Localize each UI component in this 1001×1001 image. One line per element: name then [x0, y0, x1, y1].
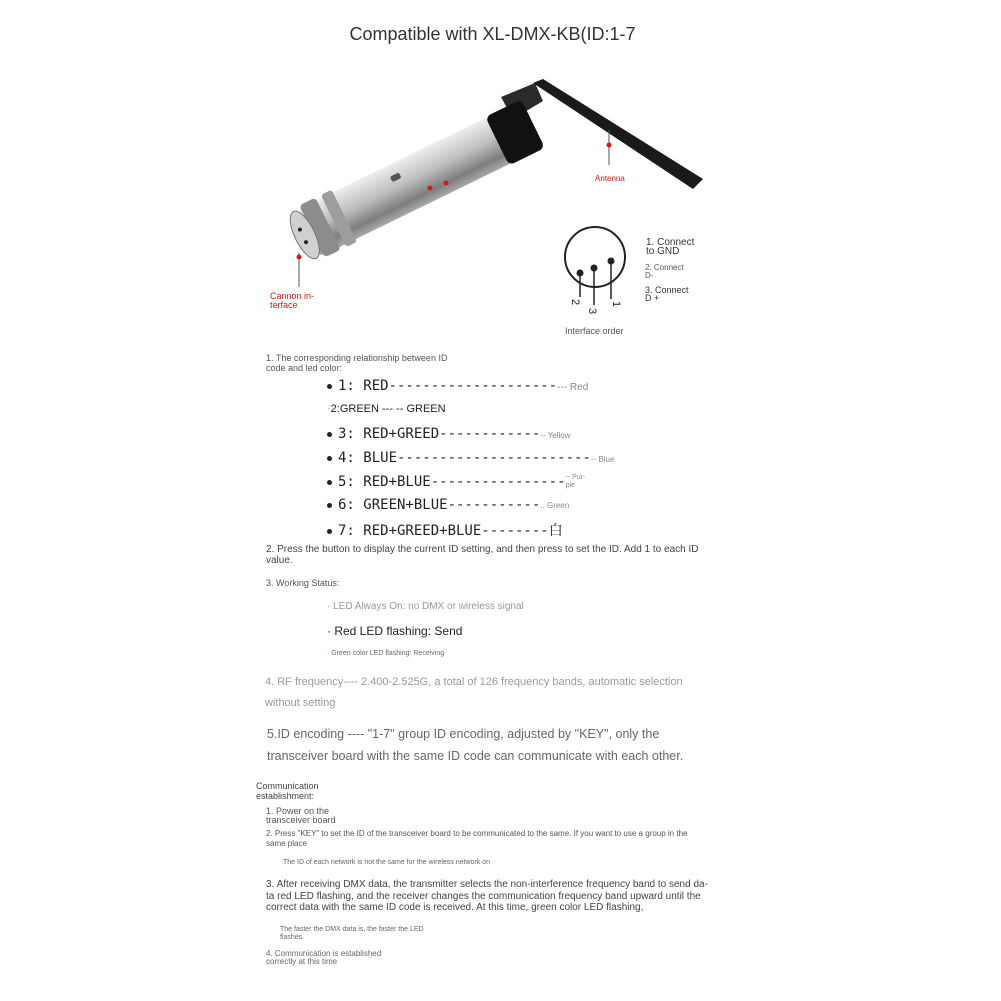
step-3-note-line: flashes. — [280, 934, 305, 941]
led-row-code: 5: RED+BLUE---------------- — [338, 474, 566, 490]
cannon-label-cont: terface — [270, 300, 298, 310]
section5-line: 5.ID encoding ---- "1-7" group ID encoding, adjusted by "KEY", only the — [267, 727, 660, 741]
led-row — [327, 426, 571, 442]
led-row-code: 4: BLUE----------------------- — [338, 450, 591, 466]
led-row-code: 1: RED-------------------- — [338, 378, 558, 394]
section4-line: 4. RF frequency---- 2.400-2.525G, a total of 126 frequency bands, automatic selection — [265, 676, 683, 688]
step-3-line: correct data with the same ID code is received. At this time, green color LED flashing, — [266, 902, 644, 913]
product-figure — [255, 75, 725, 345]
step-1 — [266, 807, 336, 825]
xlr-connector-image — [283, 98, 546, 266]
led-row-code: 2:GREEN --- -- GREEN — [330, 403, 446, 415]
pin-number-1: 1 — [610, 301, 622, 308]
led-row-code: 7: RED+GREED+BLUE--------白 — [338, 523, 563, 539]
status-item: · Green color LED flashing: Receiving — [327, 650, 445, 657]
step-2-line: same place — [266, 839, 307, 848]
led-row-color: -- Pur- ple — [565, 474, 586, 489]
pin1-label-cont: to GND — [646, 246, 680, 257]
step-4-line: correctly at this time — [266, 957, 338, 966]
section1-heading-line: 1. The corresponding relationship between ID — [266, 353, 448, 363]
bullet-icon — [327, 432, 332, 437]
step-4 — [266, 950, 381, 966]
section5-line: transceiver board with the same ID code can communicate with each other. — [267, 749, 684, 763]
led-row — [327, 474, 592, 490]
bullet-icon — [327, 480, 332, 485]
led-row — [327, 497, 570, 513]
section4-line: without setting — [265, 697, 336, 709]
step-2-line: 2. Press "KEY" to set the ID of the transceiver board to be communicated to the same. If you want to use a group in the — [266, 829, 688, 838]
led-row-color: --- Red — [557, 382, 589, 393]
section3-heading: 3. Working Status: — [266, 578, 340, 588]
pin3-label: 3. Connect — [645, 285, 689, 295]
step-3-line: ta red LED flashing, and the receiver changes the communication frequency band upward until the — [266, 890, 701, 902]
cannon-label: Cannon in- — [270, 291, 315, 301]
bullet-icon — [327, 456, 332, 461]
page-title: Compatible with XL-DMX-KB(ID:1-7 — [349, 24, 636, 44]
establishment-heading-line: Communication — [256, 781, 319, 791]
step-3 — [266, 879, 708, 914]
section1-heading-line: code and led color: — [266, 363, 343, 373]
xlr-pin-diagram — [565, 227, 625, 314]
step-2-note: The ID of each network is not the same for the wireless network on — [283, 859, 490, 866]
section2-text: 2. Press the button to display the current ID setting, and then press to set the ID. Add 1 to each ID value. — [266, 544, 699, 566]
step-3-line: 3. After receiving DMX data, the transmitter selects the non-interference frequency band to send da- — [266, 879, 708, 890]
step-3-note-line: The faster the DMX data is, the faster the LED — [280, 926, 424, 933]
bullet-icon — [327, 384, 332, 389]
bullet-icon — [327, 503, 332, 508]
led-row-color: -- Yellow — [540, 431, 571, 440]
establishment-heading — [256, 781, 319, 801]
establishment-heading-line: establishment: — [256, 791, 315, 801]
pin-number-2: 2 — [569, 299, 581, 306]
status-item: · LED Always On: no DMX or wireless signal — [327, 601, 524, 612]
antenna-label: Antenna — [595, 174, 625, 183]
led-row — [327, 520, 563, 540]
step-2 — [266, 829, 687, 849]
pin1-label: 1. Connect — [646, 237, 695, 248]
section1-heading — [266, 353, 447, 373]
led-row-code: 3: RED+GREED------------ — [338, 426, 541, 442]
bullet-icon — [327, 529, 332, 534]
led-row: ·2:GREEN --- -- GREEN — [327, 403, 446, 415]
pin3-label-cont: D + — [645, 293, 660, 303]
led-row-code: 6: GREEN+BLUE----------- — [338, 497, 541, 513]
step-4-line: 4. Communication is established — [266, 949, 382, 958]
step-3-note — [280, 926, 424, 942]
led-row — [327, 378, 588, 394]
led-row-color: -- Blue — [590, 455, 615, 464]
pin-number-3: 3 — [586, 308, 598, 315]
interface-order-caption: Interface order — [565, 326, 624, 336]
step-1-line: 1. Power on the — [266, 806, 330, 816]
pin2-label: 2. Connect — [645, 263, 684, 272]
pin2-label-cont: D- — [645, 271, 654, 280]
step-1-line: transceiver board — [266, 815, 336, 825]
led-row — [327, 450, 614, 466]
led-row-color: .. Green — [540, 500, 570, 510]
status-item: · Red LED flashing: Send — [327, 624, 463, 638]
